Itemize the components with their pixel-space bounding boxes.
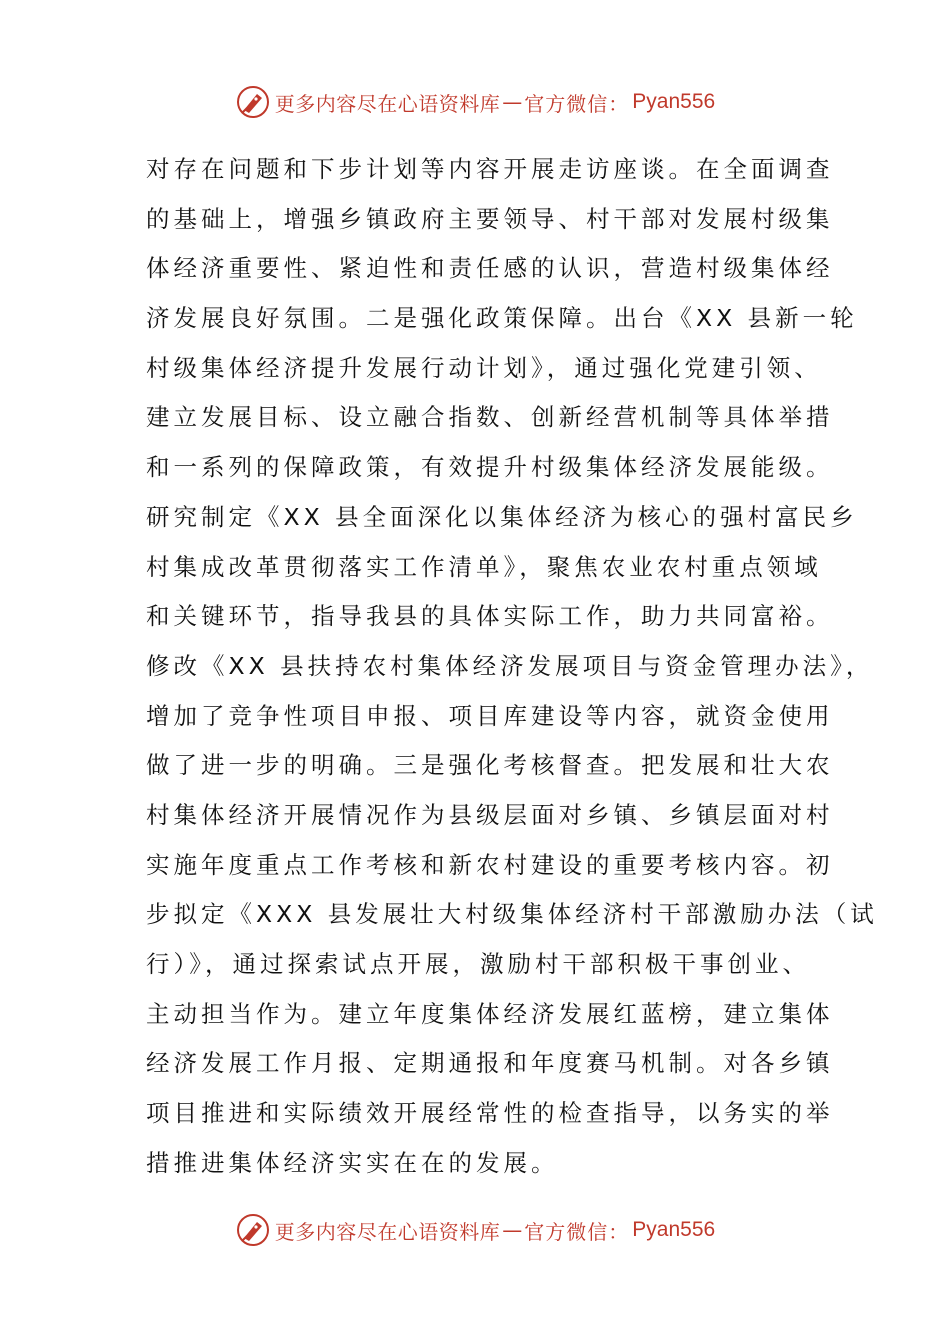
pen-nib-seal-icon	[235, 1212, 271, 1248]
footer-banner	[0, 1210, 950, 1250]
banner-separator: ：	[608, 91, 629, 116]
text-line: 步拟定《XXX 县发展壮大村级集体经济村干部激励办法（试	[146, 900, 878, 929]
text-line: 的基础上，增强乡镇政府主要领导、村干部对发展村级集	[146, 204, 834, 233]
text-line: 村集成改革贯彻落实工作清单》，聚焦农业农村重点领域	[146, 552, 822, 581]
text-line: 经济发展工作月报、定期通报和年度赛马机制。对各乡镇	[146, 1049, 834, 1078]
text-line: 建立发展目标、设立融合指数、创新经营机制等具体举措	[146, 403, 834, 432]
banner-label: 官方微信	[524, 91, 609, 116]
text-line: 增加了竞争性项目申报、项目库建设等内容，就资金使用	[146, 701, 834, 730]
text-line: 做了进一步的明确。三是强化考核督查。把发展和壮大农	[146, 751, 834, 780]
text-line: 和一系列的保障政策，有效提升村级集体经济发展能级。	[146, 453, 834, 482]
banner-dash: —	[502, 90, 523, 114]
text-line: 济发展良好氛围。二是强化政策保障。出台《XX 县新一轮	[146, 304, 858, 333]
text-line: 村级集体经济提升发展行动计划》，通过强化党建引领、	[146, 353, 822, 382]
text-line: 体经济重要性、紧迫性和责任感的认识，营造村级集体经	[146, 254, 834, 283]
banner-wechat-id: Pyan556	[632, 1218, 716, 1241]
text-line: 对存在问题和下步计划等内容开展走访座谈。在全面调查	[146, 155, 834, 183]
text-line: 研究制定《XX 县全面深化以集体经济为核心的强村富民乡	[146, 502, 858, 531]
banner-separator: ：	[608, 1219, 629, 1244]
text-line: 实施年度重点工作考核和新农村建设的重要考核内容。初	[146, 850, 834, 879]
text-line: 主动担当作为。建立年度集体经济发展红蓝榜，建立集体	[146, 999, 834, 1028]
banner-brand: 更多内容尽在心语资料库	[274, 91, 501, 116]
text-line: 项目推进和实际绩效开展经常性的检查指导，以务实的举	[146, 1099, 834, 1128]
banner-wechat-id: Pyan556	[632, 90, 716, 113]
document-body	[146, 145, 878, 1188]
header-banner	[0, 82, 950, 122]
banner-brand: 更多内容尽在心语资料库	[274, 1219, 501, 1244]
banner-label: 官方微信	[524, 1219, 609, 1244]
text-line: 措推进集体经济实实在在的发展。	[146, 1148, 559, 1177]
text-line: 修改《XX 县扶持农村集体经济发展项目与资金管理办法》，	[146, 651, 874, 680]
banner-dash: —	[502, 1218, 523, 1242]
pen-nib-seal-icon	[235, 84, 271, 120]
text-line: 村集体经济开展情况作为县级层面对乡镇、乡镇层面对村	[146, 800, 834, 829]
text-line: 和关键环节，指导我县的具体实际工作，助力共同富裕。	[146, 602, 834, 631]
text-line: 行）》，通过探索试点开展，激励村干部积极干事创业、	[146, 950, 810, 978]
